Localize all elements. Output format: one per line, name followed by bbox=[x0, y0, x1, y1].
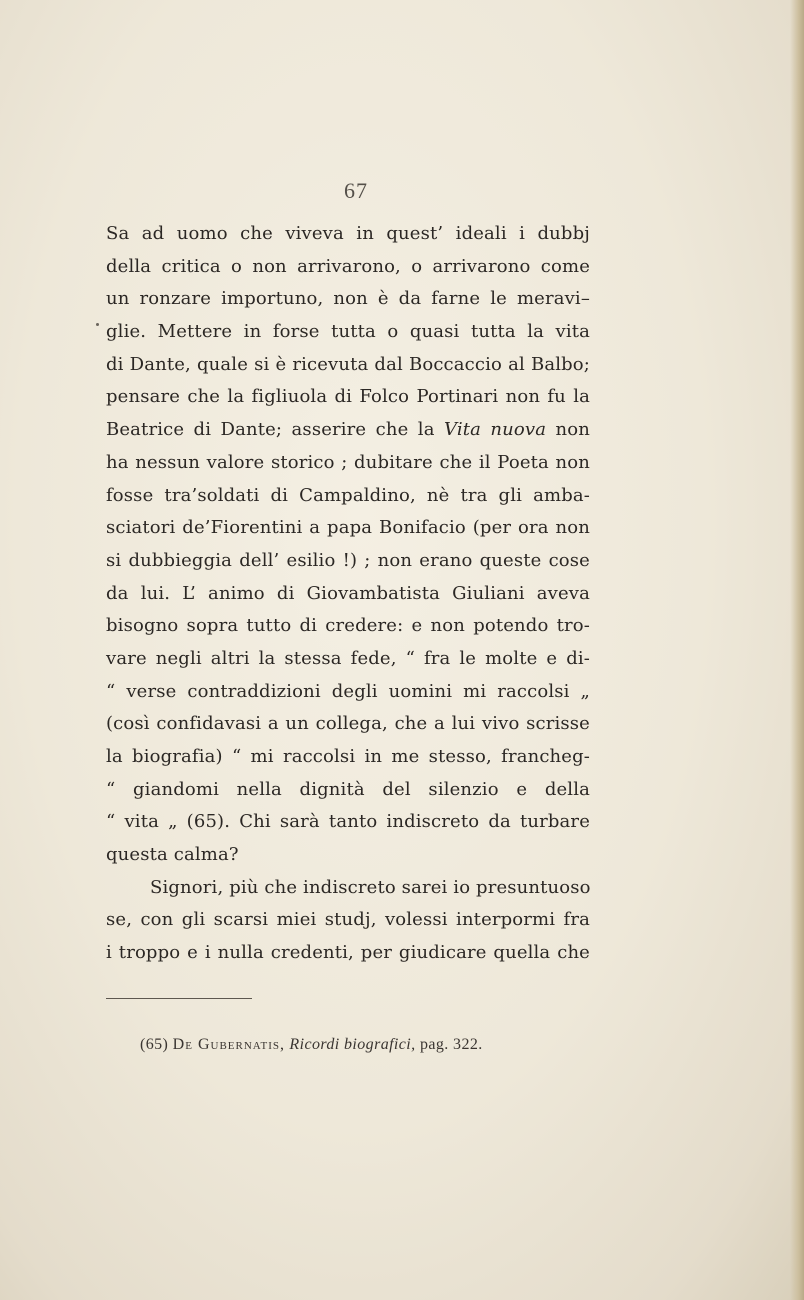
text-line: vare negli altri la stessa fede, “ fra le molte e di- bbox=[106, 647, 590, 669]
body-text bbox=[106, 218, 590, 970]
text-line: la biografia) “ mi raccolsi in me stesso, francheg- bbox=[106, 746, 590, 767]
footnote-marker: (65) bbox=[140, 1036, 169, 1053]
page-edge bbox=[790, 0, 804, 1300]
text-line: questa calma? bbox=[106, 844, 239, 866]
book-title: Vita nuova bbox=[444, 419, 547, 441]
text-line: “ verse contraddizioni degli uomini mi raccolsi „ bbox=[106, 680, 590, 702]
text-segment: Beatrice di Dante; asserire che la bbox=[106, 419, 445, 441]
text-line: se, con gli scarsi miei studj, volessi interpormi fra bbox=[106, 909, 590, 931]
text-line: “ giandomi nella dignità del silenzio e della bbox=[106, 778, 590, 800]
text-line: di Dante, quale si è ricevuta dal Boccaccio al Balbo; bbox=[106, 353, 590, 375]
text-line: (così confidavasi a un collega, che a lui vivo scrisse bbox=[106, 713, 590, 735]
page-number: 67 bbox=[344, 178, 368, 203]
footnote-rule bbox=[106, 998, 252, 999]
text-line: si dubbieggia dell’ esilio !) ; non erano queste cose bbox=[106, 549, 590, 571]
text-line: Sa ad uomo che viveva in quest’ ideali i dubbj bbox=[106, 223, 590, 244]
text-line: della critica o non arrivarono, o arrivarono come bbox=[106, 255, 590, 277]
footnote-pages: pag. 322. bbox=[419, 1036, 483, 1053]
text-line: Signori, più che indiscreto sarei io presuntuoso bbox=[150, 876, 591, 898]
text-line: i troppo e i nulla credenti, per giudicare quella che bbox=[106, 942, 590, 964]
text-line: da lui. L’ animo di Giovambatista Giuliani aveva bbox=[106, 582, 590, 604]
text-line: bisogno sopra tutto di credere: e non potendo tro- bbox=[106, 615, 590, 637]
text-segment: non bbox=[546, 419, 590, 441]
text-line: glie. Mettere in forse tutta o quasi tutta la vita bbox=[106, 321, 590, 343]
margin-mark bbox=[96, 323, 99, 326]
text-line: “ vita „ (65). Chi sarà tanto indiscreto da turbare bbox=[106, 811, 590, 833]
text-line: sciatori de’Fiorentini a papa Bonifacio (per ora non bbox=[106, 517, 590, 539]
footnote bbox=[140, 1036, 590, 1054]
footnote-title: Ricordi biografici, bbox=[289, 1036, 416, 1053]
footnote-author: De Gubernatis, bbox=[172, 1036, 286, 1053]
text-line: fosse tra’soldati di Campaldino, nè tra gli amba- bbox=[106, 484, 590, 506]
text-line: pensare che la figliuola di Folco Portinari non fu la bbox=[106, 386, 590, 408]
text-line: un ronzare importuno, non è da farne le meravi– bbox=[106, 288, 590, 310]
text-line: ha nessun valore storico ; dubitare che il Poeta non bbox=[106, 451, 590, 473]
text-line bbox=[106, 414, 590, 447]
